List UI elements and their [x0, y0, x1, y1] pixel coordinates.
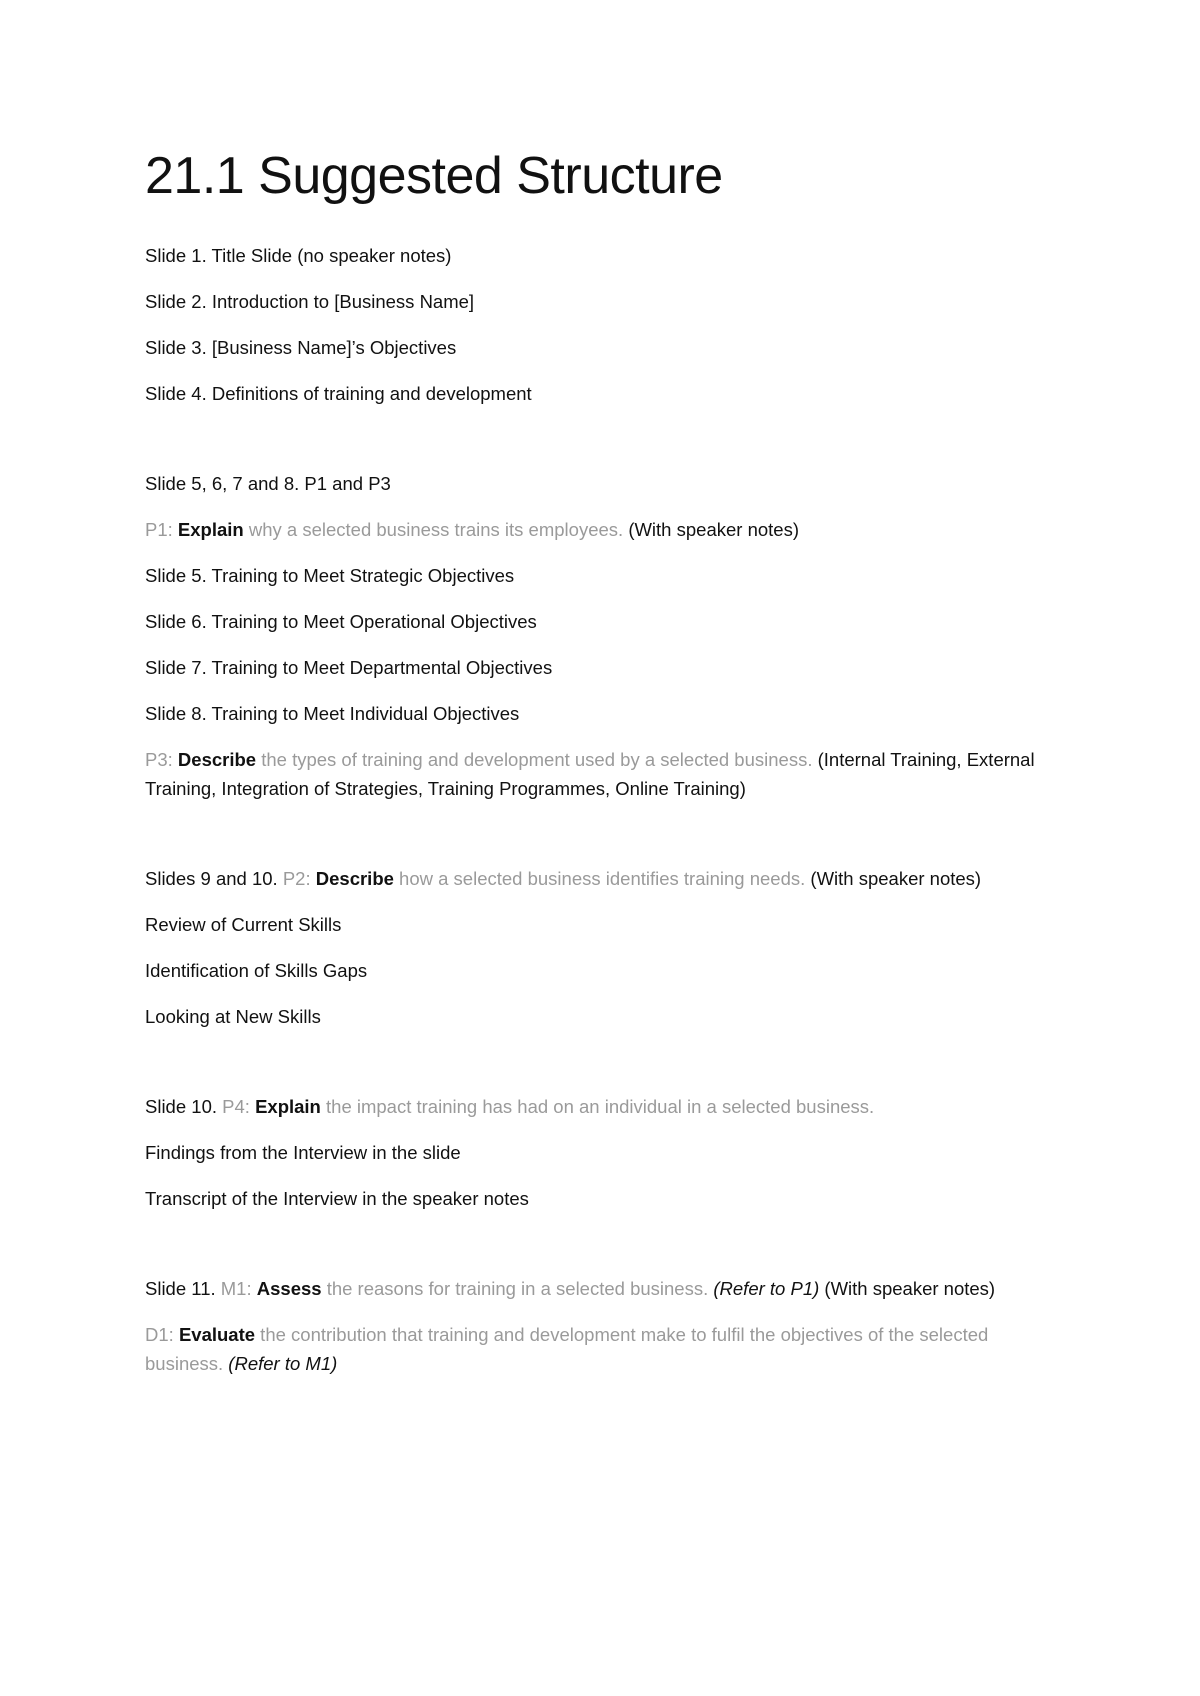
- slide-line: Slide 4. Definitions of training and development: [145, 383, 532, 405]
- slide-line: Slide 2. Introduction to [Business Name]: [145, 291, 475, 313]
- slide-line: Slide 6. Training to Meet Operational Objectives: [145, 611, 537, 633]
- criterion-d1: [145, 1320, 1055, 1378]
- criterion-p2: [145, 864, 1080, 893]
- criterion-code: P3:: [145, 749, 178, 771]
- spacer: [145, 1230, 1080, 1274]
- criterion-description: the reasons for training in a selected business.: [321, 1278, 714, 1300]
- list-item: Transcript of the Interview in the speaker notes: [145, 1188, 529, 1210]
- criterion-reference: (Refer to M1): [228, 1353, 338, 1375]
- slide-prefix: Slides 9 and 10.: [145, 868, 283, 890]
- criterion-note: (With speaker notes): [819, 1278, 996, 1300]
- list-item: Review of Current Skills: [145, 914, 342, 936]
- criterion-code: P2:: [282, 868, 316, 890]
- spacer: [145, 425, 1080, 469]
- list-item: Looking at New Skills: [145, 1006, 321, 1028]
- criterion-code: P1:: [145, 519, 178, 541]
- criterion-p3: [145, 745, 1055, 803]
- criterion-description: the types of training and development used by a selected business.: [256, 749, 818, 771]
- criterion-verb: Assess: [256, 1278, 322, 1300]
- criterion-p1: [145, 515, 1080, 544]
- spacer: [145, 1048, 1080, 1092]
- criterion-description: why a selected business trains its employees.: [243, 519, 629, 541]
- criterion-description: the contribution that training and development make to fulfil the objectives of the selected business.: [145, 1324, 989, 1375]
- criterion-code: D1:: [145, 1324, 179, 1346]
- criterion-verb: Describe: [315, 868, 394, 890]
- list-item: Identification of Skills Gaps: [145, 960, 368, 982]
- criterion-reference: (Refer to P1): [713, 1278, 820, 1300]
- criterion-note: (With speaker notes): [628, 519, 799, 541]
- criterion-code: P4:: [222, 1096, 256, 1118]
- criterion-verb: Explain: [177, 519, 244, 541]
- slide-prefix: Slide 11.: [145, 1278, 221, 1300]
- slide-line: Slide 3. [Business Name]’s Objectives: [145, 337, 457, 359]
- criterion-verb: Explain: [255, 1096, 321, 1118]
- criterion-description: the impact training has had on an individual in a selected business.: [320, 1096, 875, 1118]
- criterion-note: (With speaker notes): [810, 868, 982, 890]
- slide-line: Slide 1. Title Slide (no speaker notes): [145, 245, 452, 267]
- page-title: 21.1 Suggested Structure: [145, 147, 723, 205]
- slide-line: Slide 5. Training to Meet Strategic Objectives: [145, 565, 515, 587]
- criterion-m1: [145, 1274, 1055, 1303]
- spacer: [145, 820, 1080, 864]
- criterion-verb: Evaluate: [178, 1324, 256, 1346]
- slide-prefix: Slide 10.: [145, 1096, 223, 1118]
- criterion-note: (Internal Training, External Training, Integration of Strategies, Training Programmes, Online Training): [145, 749, 1035, 800]
- criterion-code: M1:: [220, 1278, 257, 1300]
- criterion-p4: [145, 1092, 1080, 1121]
- criterion-verb: Describe: [177, 749, 257, 771]
- slide-line: Slide 7. Training to Meet Departmental Objectives: [145, 657, 553, 679]
- list-item: Findings from the Interview in the slide: [145, 1142, 461, 1164]
- slide-line: Slide 8. Training to Meet Individual Objectives: [145, 703, 520, 725]
- section-heading-p1-p3: Slide 5, 6, 7 and 8. P1 and P3: [145, 473, 391, 495]
- criterion-description: how a selected business identifies training needs.: [393, 868, 811, 890]
